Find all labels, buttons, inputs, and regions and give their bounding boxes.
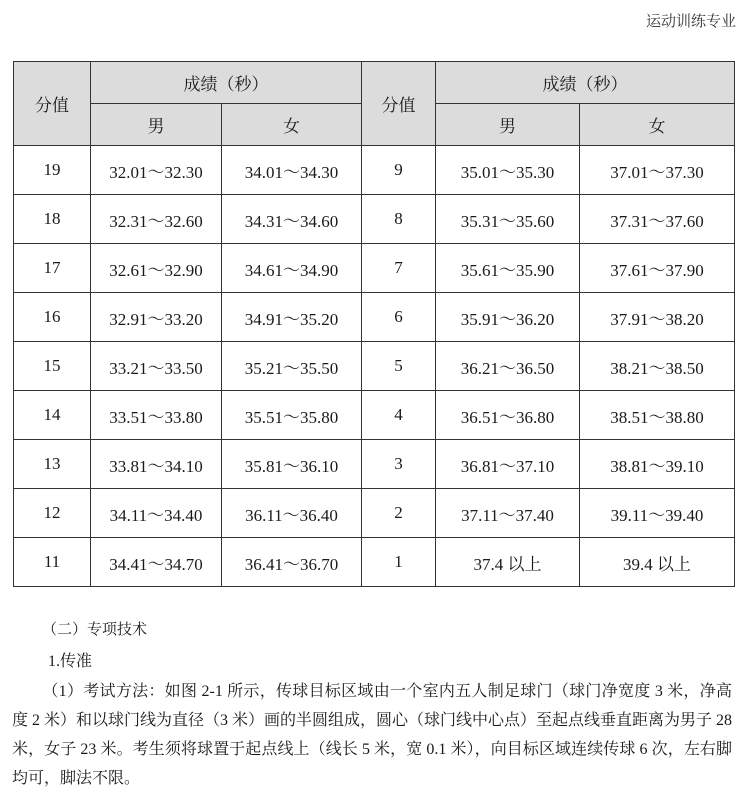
female-result-cell: 37.01～37.30 [580, 146, 735, 195]
male-result-cell: 32.91～33.20 [91, 293, 222, 342]
male-result-cell: 35.61～35.90 [436, 244, 580, 293]
female-result-cell: 34.91～35.20 [222, 293, 362, 342]
female-result-cell: 35.21～35.50 [222, 342, 362, 391]
female-result-cell: 36.41～36.70 [222, 538, 362, 587]
male-result-cell: 37.11～37.40 [436, 489, 580, 538]
male-result-cell: 32.31～32.60 [91, 195, 222, 244]
male-result-cell: 36.81～37.10 [436, 440, 580, 489]
female-result-cell: 39.11～39.40 [580, 489, 735, 538]
male-result-cell: 34.41～34.70 [91, 538, 222, 587]
score-cell: 2 [362, 489, 436, 538]
result-header-right: 成绩（秒） [436, 62, 735, 104]
male-result-cell: 36.51～36.80 [436, 391, 580, 440]
score-cell: 3 [362, 440, 436, 489]
female-result-cell: 34.31～34.60 [222, 195, 362, 244]
male-result-cell: 33.51～33.80 [91, 391, 222, 440]
female-header-right: 女 [580, 104, 735, 146]
female-result-cell: 34.61～34.90 [222, 244, 362, 293]
female-result-cell: 39.4 以上 [580, 538, 735, 587]
male-result-cell: 33.81～34.10 [91, 440, 222, 489]
male-result-cell: 35.31～35.60 [436, 195, 580, 244]
female-header-left: 女 [222, 104, 362, 146]
table-row [14, 342, 735, 391]
score-header-left: 分值 [14, 62, 91, 146]
table-row [14, 538, 735, 587]
male-result-cell: 33.21～33.50 [91, 342, 222, 391]
score-cell: 13 [14, 440, 91, 489]
score-cell: 9 [362, 146, 436, 195]
male-result-cell: 32.01～32.30 [91, 146, 222, 195]
female-result-cell: 38.51～38.80 [580, 391, 735, 440]
table-row [14, 440, 735, 489]
female-result-cell: 35.51～35.80 [222, 391, 362, 440]
score-cell: 12 [14, 489, 91, 538]
score-cell: 11 [14, 538, 91, 587]
method-paragraph: （1）考试方法：如图 2-1 所示，传球目标区域由一个室内五人制足球门（球门净宽度 3 米，净高度 2 米）和以球门线为直径（3 米）画的半圆组成，圆心（球门线中心点）至起点线垂直距离为男子 28 米，女子 23 米。考生须将球置于起点线上（线长 5 米，宽 0.1 米），向目标区域连续传球 6 次，左右脚均可，脚法不限。 [12, 683, 733, 787]
male-header-left: 男 [91, 104, 222, 146]
table-row [14, 244, 735, 293]
female-result-cell: 37.91～38.20 [580, 293, 735, 342]
female-result-cell: 38.21～38.50 [580, 342, 735, 391]
male-result-cell: 36.21～36.50 [436, 342, 580, 391]
score-header-right: 分值 [362, 62, 436, 146]
table-row [14, 489, 735, 538]
score-cell: 18 [14, 195, 91, 244]
score-cell: 15 [14, 342, 91, 391]
subsection-title: 1.传准 [48, 653, 93, 670]
female-result-cell: 37.31～37.60 [580, 195, 735, 244]
male-result-cell: 37.4 以上 [436, 538, 580, 587]
female-result-cell: 35.81～36.10 [222, 440, 362, 489]
section-title: （二）专项技术 [42, 620, 148, 638]
result-header-left: 成绩（秒） [91, 62, 362, 104]
male-result-cell: 34.11～34.40 [91, 489, 222, 538]
female-result-cell: 34.01～34.30 [222, 146, 362, 195]
male-result-cell: 35.01～35.30 [436, 146, 580, 195]
score-table [13, 61, 735, 587]
table-row [14, 195, 735, 244]
score-cell: 6 [362, 293, 436, 342]
score-cell: 8 [362, 195, 436, 244]
score-cell: 1 [362, 538, 436, 587]
table-row [14, 293, 735, 342]
female-result-cell: 37.61～37.90 [580, 244, 735, 293]
score-cell: 4 [362, 391, 436, 440]
female-result-cell: 36.11～36.40 [222, 489, 362, 538]
male-result-cell: 35.91～36.20 [436, 293, 580, 342]
score-cell: 16 [14, 293, 91, 342]
running-head: 运动训练专业 [645, 14, 736, 30]
score-cell: 14 [14, 391, 91, 440]
male-header-right: 男 [436, 104, 580, 146]
female-result-cell: 38.81～39.10 [580, 440, 735, 489]
score-cell: 5 [362, 342, 436, 391]
score-cell: 19 [14, 146, 91, 195]
header-row [14, 62, 735, 104]
male-result-cell: 32.61～32.90 [91, 244, 222, 293]
score-cell: 17 [14, 244, 91, 293]
table-row [14, 146, 735, 195]
score-cell: 7 [362, 244, 436, 293]
table-row [14, 391, 735, 440]
